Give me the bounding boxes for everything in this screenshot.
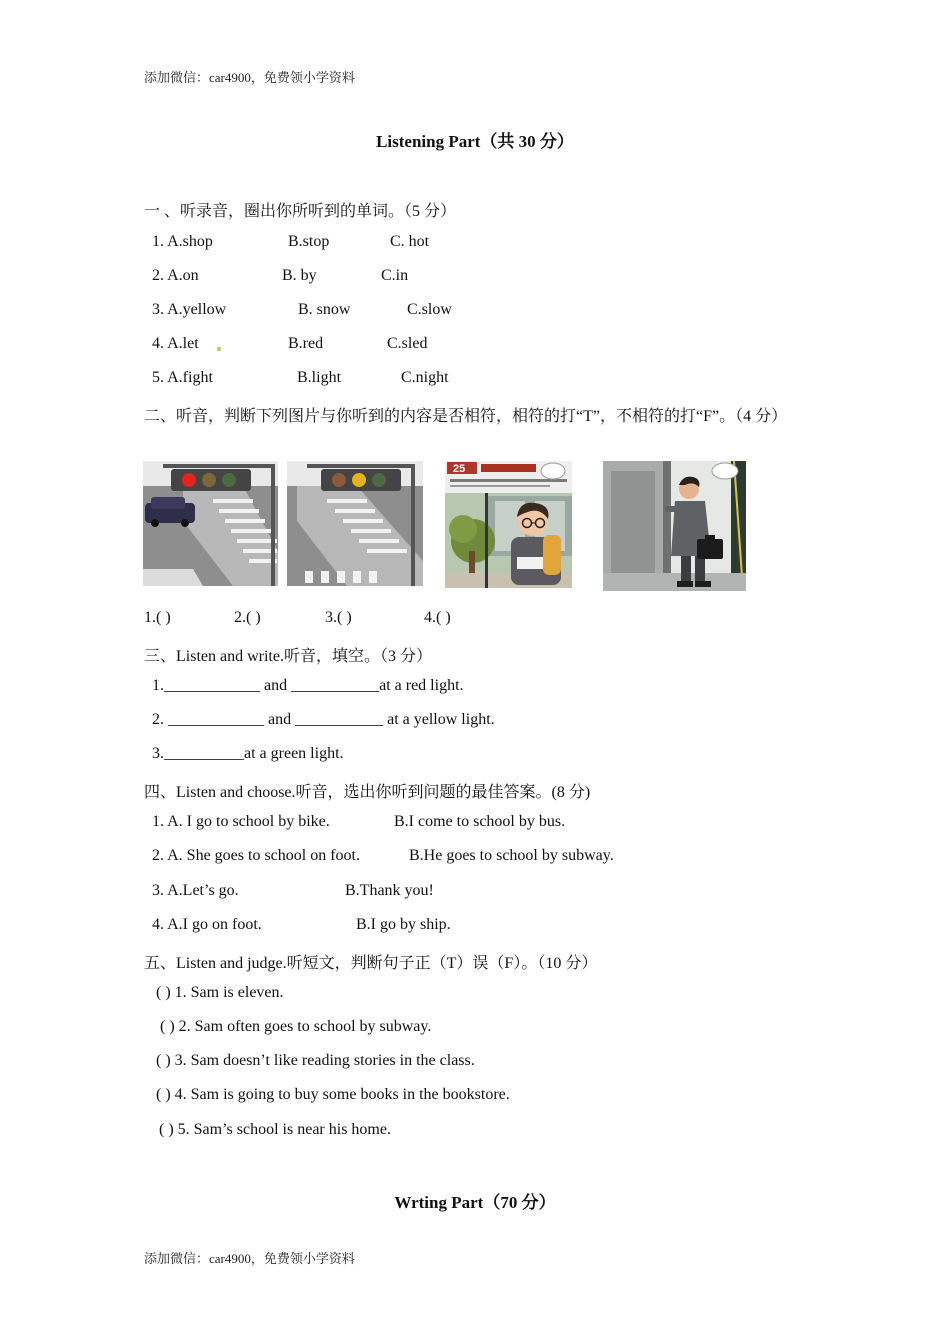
stray-dot [217, 347, 221, 351]
picture-3-bus-stop [445, 461, 572, 588]
s5-item-5: ( ) 5. Sam’s school is near his home. [159, 1121, 391, 1138]
s4-item-3-a: 3. A.Let’s go. [152, 882, 239, 899]
section-2-heading: 二、听音，判断下列图片与你听到的内容是否相符，相符的打“T”，不相符的打“F”。（4 分） [144, 408, 788, 425]
section-3-heading: 三、Listen and write.听音，填空。（3 分） [144, 648, 432, 665]
s1-item-4-c: C.sled [387, 335, 428, 352]
picture-4-subway [603, 461, 746, 591]
s5-item-3: ( ) 3. Sam doesn’t like reading stories in the class. [156, 1052, 475, 1069]
picture-2-yellow-light [287, 461, 423, 586]
answer-2: 2.( ) [234, 609, 261, 626]
s1-item-3-a: 3. A.yellow [152, 301, 227, 318]
section-4-heading: 四、Listen and choose.听音，选出你听到问题的最佳答案。(8 分) [144, 784, 591, 801]
s4-item-2-b: B.He goes to school by subway. [409, 847, 614, 864]
section-5-heading: 五、Listen and judge.听短文，判断句子正（T）误（F）。（10 分） [144, 955, 598, 972]
s5-item-1: ( ) 1. Sam is eleven. [156, 984, 284, 1001]
s1-item-2-c: C.in [381, 267, 409, 284]
s4-item-4-b: B.I go by ship. [356, 916, 451, 933]
page-header: 添加微信：car4900，免费领小学资料 [144, 70, 355, 85]
answer-3: 3.( ) [325, 609, 352, 626]
s3-item-2: 2. ____________ and ___________ at a yellow light. [152, 711, 495, 728]
s1-item-1-a: 1. A.shop [152, 233, 213, 250]
s1-item-3-c: C.slow [407, 301, 452, 318]
s1-item-3-b: B. snow [298, 301, 351, 318]
s1-item-1-c: C. hot [390, 233, 430, 250]
listening-part-title: Listening Part（共 30 分） [376, 132, 574, 151]
section-1-heading: 一 、听录音，圈出你所听到的单词。（5 分） [144, 203, 457, 220]
s3-item-3: 3.__________at a green light. [152, 745, 344, 762]
s1-item-2-a: 2. A.on [152, 267, 199, 284]
s5-item-4: ( ) 4. Sam is going to buy some books in the bookstore. [156, 1086, 510, 1103]
s1-item-5-c: C.night [401, 369, 449, 386]
s1-item-2-b: B. by [282, 267, 317, 284]
s4-item-4-a: 4. A.I go on foot. [152, 916, 262, 933]
answer-1: 1.( ) [144, 609, 171, 626]
s5-item-2: ( ) 2. Sam often goes to school by subway. [160, 1018, 432, 1035]
bus-number: 25 [453, 463, 466, 475]
answer-4: 4.( ) [424, 609, 451, 626]
s1-item-5-a: 5. A.fight [152, 369, 213, 386]
s1-item-4-a: 4. A.let [152, 335, 199, 352]
s1-item-1-b: B.stop [288, 233, 330, 250]
s1-item-4-b: B.red [288, 335, 324, 352]
writing-part-title: Wrting Part（70 分） [394, 1193, 556, 1212]
s4-item-1-a: 1. A. I go to school by bike. [152, 813, 330, 830]
s4-item-3-b: B.Thank you! [345, 882, 434, 899]
s1-item-5-b: B.light [297, 369, 342, 386]
s4-item-1-b: B.I come to school by bus. [394, 813, 566, 830]
picture-1-red-light [143, 461, 278, 586]
s3-item-1: 1.____________ and ___________at a red light. [152, 677, 464, 694]
page-footer: 添加微信：car4900，免费领小学资料 [144, 1251, 355, 1266]
s4-item-2-a: 2. A. She goes to school on foot. [152, 847, 360, 864]
